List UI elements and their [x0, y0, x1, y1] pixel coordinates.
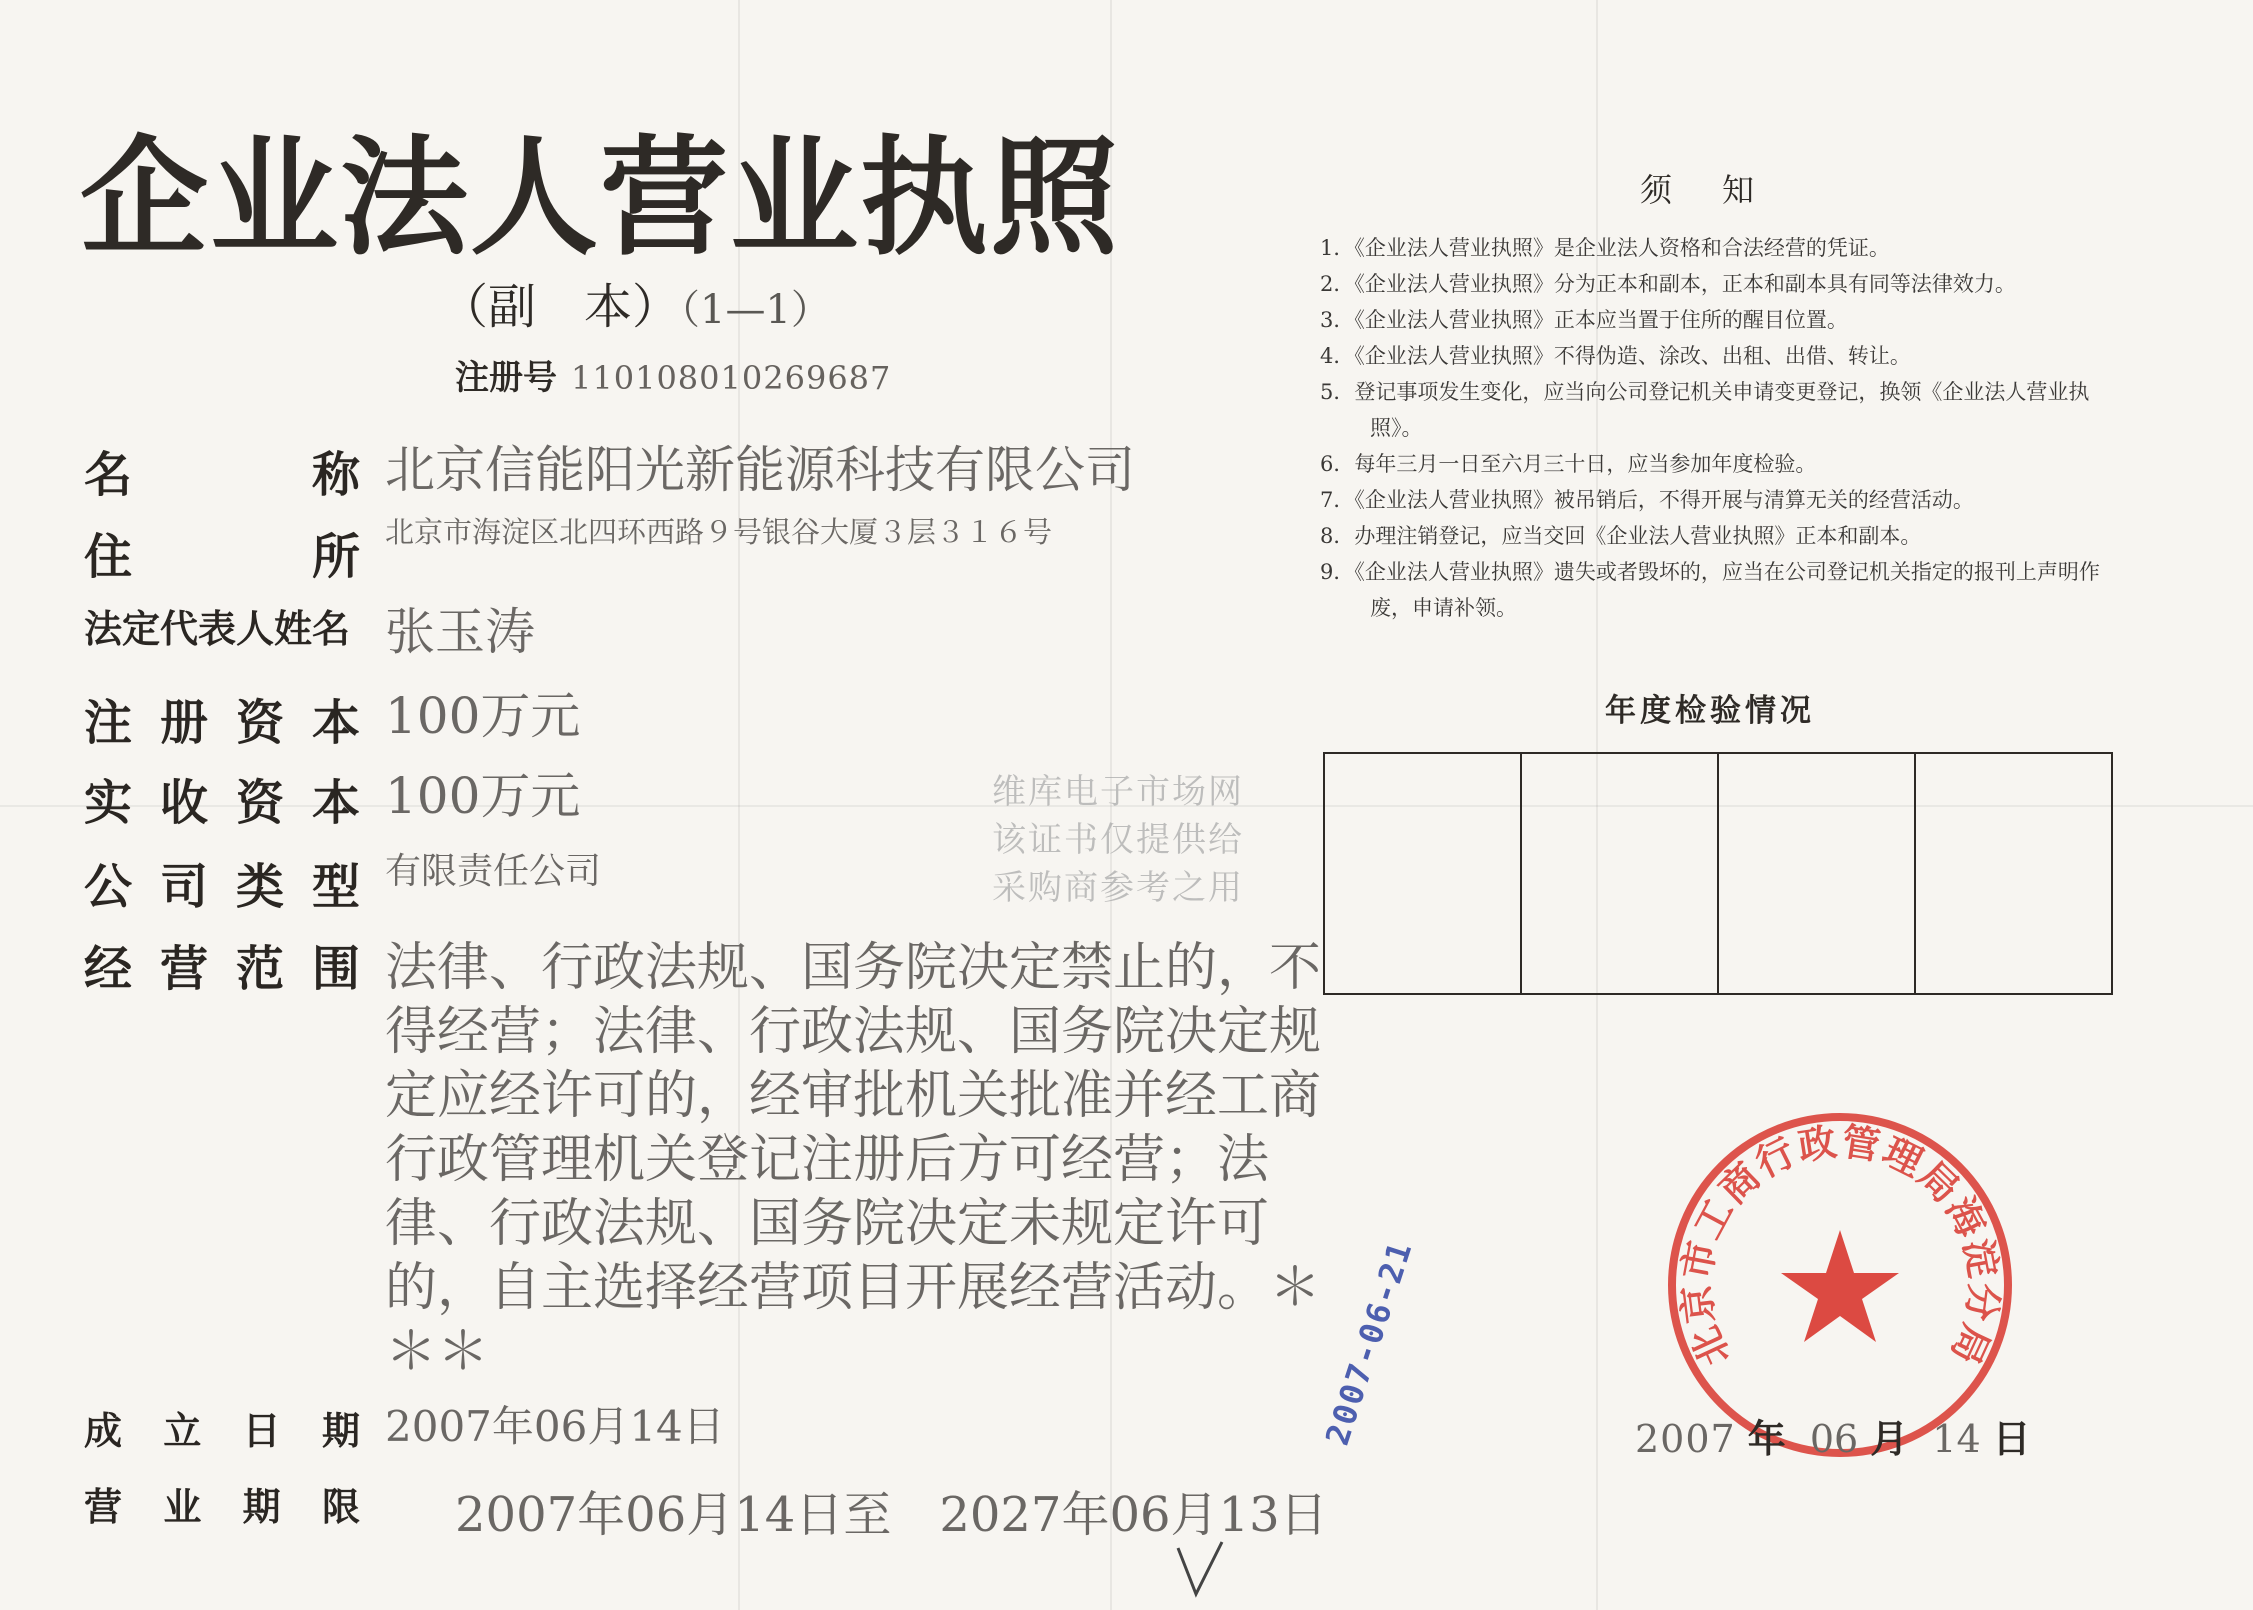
field-label-company-type	[84, 848, 360, 917]
registration-number	[455, 350, 891, 399]
label-text: 范	[235, 941, 284, 997]
notice-item: 7．《企业法人营业执照》被吊销后，不得开展与清算无关的经营活动。	[1320, 488, 1974, 512]
field-label-established	[84, 1400, 360, 1455]
field-label-term	[84, 1476, 360, 1531]
label-text: 类	[235, 859, 284, 915]
label-text: 资	[235, 695, 284, 751]
field-label-address	[84, 518, 360, 587]
issue-year: 2007	[1635, 1417, 1736, 1461]
field-label-reg-capital	[84, 684, 360, 753]
registration-label: 注册号	[455, 358, 557, 398]
label-text: 称	[311, 447, 360, 503]
company-name: 北京信能阳光新能源科技有限公司	[385, 441, 1135, 499]
document-title: 企业法人营业执照	[80, 124, 1121, 273]
label-text: 营	[84, 1485, 123, 1529]
label-text: 期	[242, 1485, 281, 1529]
watermark	[992, 768, 1244, 912]
field-label-name	[84, 436, 360, 505]
label-text: 司	[159, 859, 208, 915]
inspection-cell	[1719, 754, 1916, 993]
issue-date	[1635, 1408, 2043, 1463]
label-text: 业	[163, 1485, 202, 1529]
label-text: 立	[163, 1409, 202, 1453]
notice-list	[1320, 230, 2120, 626]
label-text: 本	[311, 775, 360, 831]
watermark-line: 维库电子市场网	[992, 772, 1244, 812]
notice-item: 8．办理注销登记，应当交回《企业法人营业执照》正本和副本。	[1320, 524, 1922, 548]
label-text: 经	[84, 941, 133, 997]
checkmark-icon	[1170, 1540, 1230, 1600]
issue-month: 06	[1809, 1417, 1859, 1461]
issue-day: 14	[1932, 1417, 1981, 1461]
seal-text: 北京市工商行政管理局海淀分局	[1673, 1119, 2007, 1373]
registered-capital: 100万元	[385, 687, 581, 745]
paid-capital: 100万元	[385, 767, 581, 825]
date-stamp: 2007-06-21	[1318, 1235, 1420, 1450]
label-text: 注	[84, 695, 133, 751]
label-text: 限	[321, 1485, 360, 1529]
notice-item: 6．每年三月一日至六月三十日，应当参加年度检验。	[1320, 452, 1817, 476]
watermark-line: 采购商参考之用	[992, 868, 1244, 908]
subtitle-text: （副 本）	[440, 279, 681, 335]
annual-inspection-grid	[1323, 752, 2113, 995]
label-text: 日	[242, 1409, 281, 1453]
registration-value: 110108010269687	[571, 359, 892, 397]
company-type: 有限责任公司	[385, 851, 602, 892]
company-address: 北京市海淀区北四环西路９号银谷大厦３层３１６号	[385, 515, 1053, 549]
field-label-legal-rep: 法定代表人姓名	[84, 607, 351, 651]
issue-month-unit: 月	[1870, 1417, 1909, 1461]
label-text: 实	[84, 775, 133, 831]
copy-number: （1—1）	[680, 287, 831, 333]
notice-item: 9．《企业法人营业执照》遗失或者毁坏的，应当在公司登记机关指定的报刊上声明作废，申请补领。	[1320, 560, 2100, 620]
issue-year-unit: 年	[1747, 1417, 1786, 1461]
label-text: 期	[321, 1409, 360, 1453]
label-text: 营	[159, 941, 208, 997]
legal-representative: 张玉涛	[385, 603, 535, 661]
business-term: 2007年06月14日至 2027年06月13日	[455, 1487, 1328, 1543]
label-text: 型	[311, 859, 360, 915]
label-text: 住	[84, 529, 133, 585]
business-scope: 法律、行政法规、国务院决定禁止的，不得经营；法律、行政法规、国务院决定规定应经许可的，经审批机关批准并经工商行政管理机关登记注册后方可经营；法律、行政法规、国务院决定未规定许可的，自主选择经营项目开展经营活动。＊＊＊	[385, 938, 1322, 1382]
label-text: 所	[311, 529, 360, 585]
label-text: 本	[311, 695, 360, 751]
established-date: 2007年06月14日	[385, 1402, 725, 1451]
annual-inspection-title: 年度检验情况	[1605, 693, 1815, 729]
notice-item: 2．《企业法人营业执照》分为正本和副本，正本和副本具有同等法律效力。	[1320, 272, 2016, 296]
inspection-cell	[1325, 754, 1522, 993]
field-label-paid-capital	[84, 764, 360, 833]
notice-item: 1．《企业法人营业执照》是企业法人资格和合法经营的凭证。	[1320, 236, 1890, 260]
notice-item: 5．登记事项发生变化，应当向公司登记机关申请变更登记，换领《企业法人营业执照》。	[1320, 380, 2090, 440]
watermark-line: 该证书仅提供给	[992, 820, 1244, 860]
label-text: 名	[84, 447, 133, 503]
label-text: 册	[159, 695, 208, 751]
issue-day-unit: 日	[1992, 1417, 2031, 1461]
inspection-cell	[1916, 754, 2111, 993]
field-label-scope	[84, 930, 360, 999]
copy-subtitle	[440, 268, 831, 337]
label-text: 资	[235, 775, 284, 831]
label-text: 成	[84, 1409, 123, 1453]
label-text: 收	[159, 775, 208, 831]
inspection-cell	[1522, 754, 1719, 993]
label-text: 围	[311, 941, 360, 997]
notice-item: 3．《企业法人营业执照》正本应当置于住所的醒目位置。	[1320, 308, 1848, 332]
notice-title: 须知	[1640, 171, 1805, 209]
notice-item: 4．《企业法人营业执照》不得伪造、涂改、出租、出借、转让。	[1320, 344, 1911, 368]
label-text: 公	[84, 859, 133, 915]
